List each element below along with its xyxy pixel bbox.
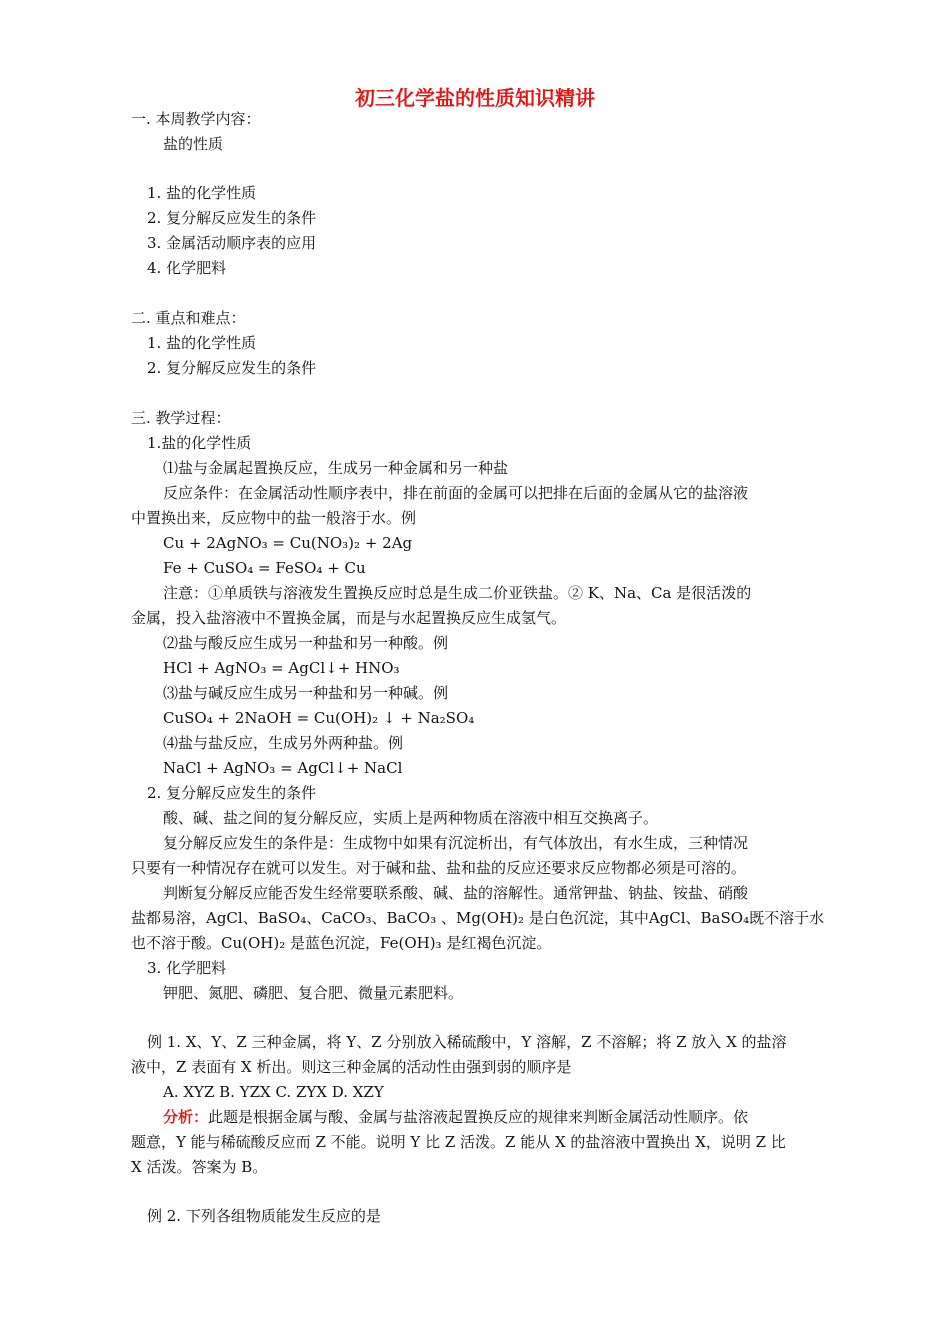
text-line	[163, 583, 751, 603]
line-text: 盐都易溶，AgCl、BaSO₄、CaCO₃、BaCO₃ 、Mg(OH)₂ 是白色沉淀，其中AgCl、BaSO₄既不溶于水	[131, 909, 825, 927]
text-line	[163, 483, 748, 503]
text-line	[163, 808, 658, 828]
analysis-label: 分析：	[163, 1108, 209, 1126]
text-line	[163, 983, 463, 1003]
text-line	[147, 958, 226, 978]
text-line	[147, 233, 316, 253]
line-text: HCl + AgNO₃ = AgCl↓+ HNO₃	[163, 659, 400, 677]
line-text: 也不溶于酸。Cu(OH)₂ 是蓝色沉淀，Fe(OH)₃ 是红褐色沉淀。	[131, 934, 552, 952]
line-text: 题意，Y 能与稀硫酸反应而 Z 不能。说明 Y 比 Z 活泼。Z 能从 X 的盐溶液中置换出 X，说明 Z 比	[131, 1133, 786, 1151]
line-text: 1. 盐的化学性质	[147, 184, 257, 202]
text-line	[163, 1082, 384, 1102]
text-line	[163, 758, 402, 778]
line-text: 复分解反应发生的条件是：生成物中如果有沉淀析出，有气体放出，有水生成，三种情况	[163, 834, 749, 852]
line-text: 二. 重点和难点：	[131, 309, 246, 327]
text-line	[131, 933, 551, 953]
text-line	[163, 633, 448, 653]
text-line	[147, 333, 256, 353]
line-text: 金属，投入盐溶液中不置换金属，而是与水起置换反应生成氢气。	[131, 609, 567, 627]
line-text: ⑷盐与盐反应，生成另外两种盐。例	[163, 734, 404, 752]
text-line	[131, 1157, 267, 1177]
text-line	[163, 733, 403, 753]
line-text: 3. 金属活动顺序表的应用	[147, 234, 317, 252]
line-text: 1. 盐的化学性质	[147, 334, 257, 352]
line-text: 2. 复分解反应发生的条件	[147, 784, 317, 802]
text-line	[147, 258, 226, 278]
line-text: ⑶盐与碱反应生成另一种盐和另一种碱。例	[163, 684, 449, 702]
line-text: 一. 本周教学内容：	[131, 110, 261, 128]
line-text: 例 2. 下列各组物质能发生反应的是	[147, 1207, 381, 1225]
text-line	[147, 433, 251, 453]
text-line	[163, 558, 366, 578]
text-line	[147, 358, 316, 378]
line-text: CuSO₄ + 2NaOH = Cu(OH)₂ ↓ + Na₂SO₄	[163, 709, 475, 727]
line-text: 1.盐的化学性质	[147, 434, 252, 452]
text-line	[131, 608, 566, 628]
text-line	[131, 908, 824, 928]
text-line	[163, 683, 448, 703]
line-text: ⑴盐与金属起置换反应，生成另一种金属和另一种盐	[163, 459, 509, 477]
line-text: 三. 教学过程：	[131, 409, 231, 427]
text-line	[147, 783, 316, 803]
line-text: 判断复分解反应能否发生经常要联系酸、碱、盐的溶解性。通常钾盐、钠盐、铵盐、硝酸	[163, 884, 749, 902]
line-text: 钾肥、氮肥、磷肥、复合肥、微量元素肥料。	[163, 984, 464, 1002]
line-text: 反应条件：在金属活动性顺序表中，排在前面的金属可以把排在后面的金属从它的盐溶液	[163, 484, 749, 502]
line-text: ⑵盐与酸反应生成另一种盐和另一种酸。例	[163, 634, 449, 652]
line-text: 液中，Z 表面有 X 析出。则这三种金属的活动性由强到弱的顺序是	[131, 1058, 572, 1076]
line-text: 盐的性质	[163, 135, 224, 153]
text-line	[163, 1107, 748, 1127]
text-line	[147, 1206, 381, 1226]
text-line	[131, 109, 261, 129]
text-line	[163, 883, 748, 903]
text-line	[163, 134, 223, 154]
line-text: X 活泼。答案为 B。	[131, 1158, 268, 1176]
line-text: NaCl + AgNO₃ = AgCl↓+ NaCl	[163, 759, 403, 777]
line-text: 3. 化学肥料	[147, 959, 227, 977]
text-line	[163, 458, 508, 478]
line-text: Cu + 2AgNO₃ = Cu(NO₃)₂ + 2Ag	[163, 534, 413, 552]
line-text: 酸、碱、盐之间的复分解反应，实质上是两种物质在溶液中相互交换离子。	[163, 809, 659, 827]
text-line	[131, 858, 746, 878]
line-text: 2. 复分解反应发生的条件	[147, 359, 317, 377]
text-line	[163, 658, 400, 678]
text-line	[147, 183, 256, 203]
text-line	[131, 308, 246, 328]
text-line	[147, 208, 316, 228]
line-text: 注意：①单质铁与溶液发生置换反应时总是生成二价亚铁盐。② K、Na、Ca 是很活泼的	[163, 584, 752, 602]
line-text: 中置换出来，反应物中的盐一般溶于水。例	[131, 509, 417, 527]
text-line	[131, 1132, 786, 1152]
text-line	[147, 1032, 787, 1052]
line-text: 4. 化学肥料	[147, 259, 227, 277]
line-text: 此题是根据金属与酸、金属与盐溶液起置换反应的规律来判断金属活动性顺序。依	[208, 1108, 749, 1126]
text-line	[131, 1057, 571, 1077]
page-title: 初三化学盐的性质知识精讲	[355, 86, 595, 110]
line-text: 例 1. X、Y、Z 三种金属，将 Y、Z 分别放入稀硫酸中，Y 溶解，Z 不溶解；将 Z 放入 X 的盐溶	[147, 1033, 787, 1051]
text-line	[131, 408, 231, 428]
text-line	[163, 833, 748, 853]
line-text: 只要有一种情况存在就可以发生。对于碱和盐、盐和盐的反应还要求反应物都必须是可溶的。	[131, 859, 747, 877]
line-text: Fe + CuSO₄ = FeSO₄ + Cu	[163, 559, 366, 577]
line-text: 2. 复分解反应发生的条件	[147, 209, 317, 227]
text-line	[131, 508, 416, 528]
text-line	[163, 533, 412, 553]
text-line	[163, 708, 474, 728]
line-text: A. XYZ B. YZX C. ZYX D. XZY	[163, 1083, 384, 1101]
